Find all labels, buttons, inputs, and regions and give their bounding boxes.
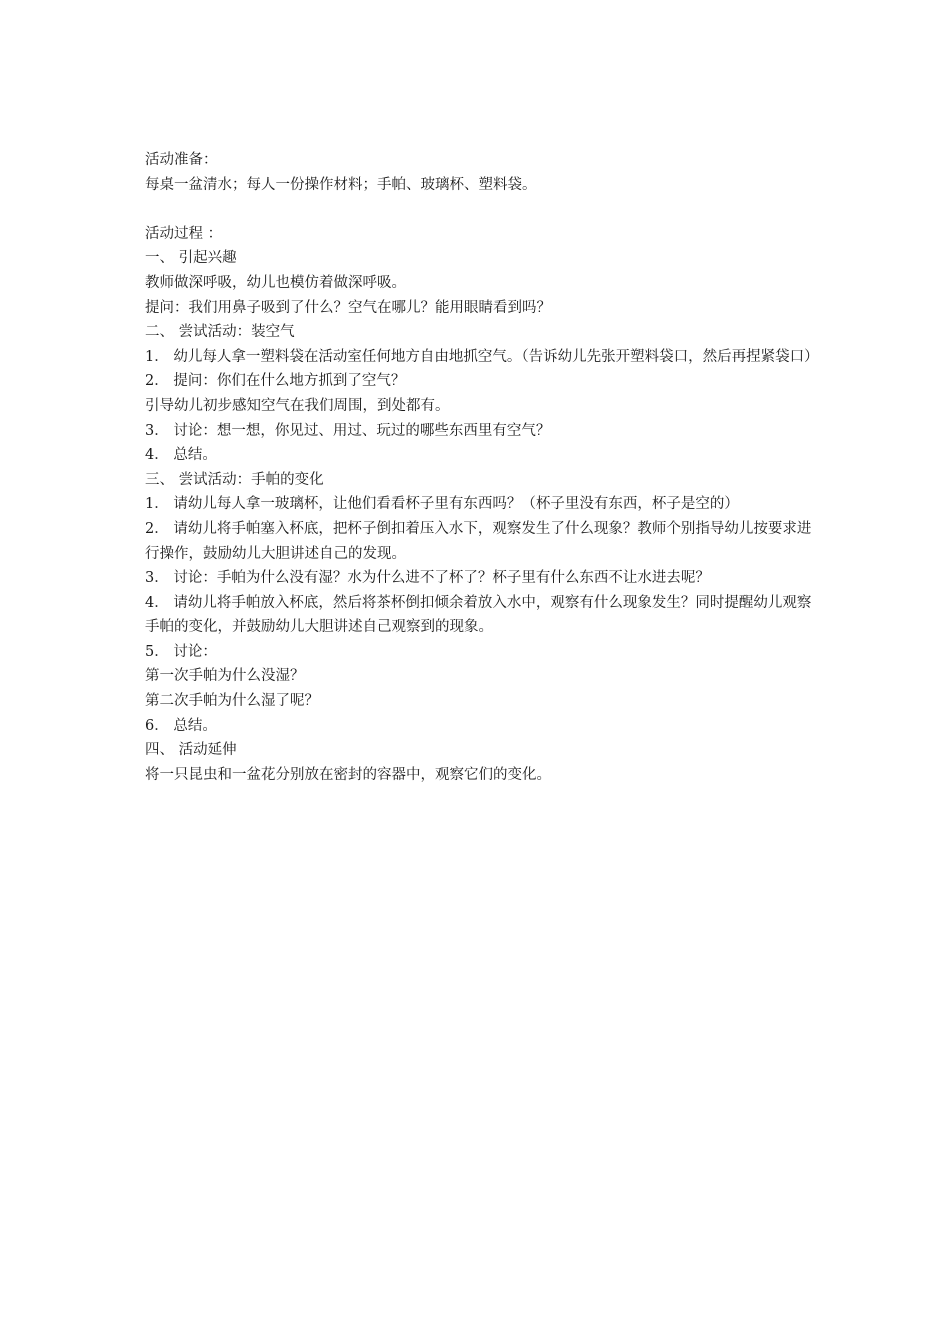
paragraph: 提问：我们用鼻子吸到了什么？空气在哪儿？能用眼睛看到吗？ bbox=[145, 299, 551, 316]
blank-line bbox=[145, 197, 815, 222]
section-1-title: 一、 引起兴趣 bbox=[145, 250, 237, 267]
section-2-title: 二、 尝试活动：装空气 bbox=[145, 324, 295, 341]
paragraph: 2． 提问：你们在什么地方抓到了空气？ bbox=[145, 373, 406, 390]
process-heading: 活动过程 ： bbox=[145, 225, 223, 242]
paragraph: 1． 请幼儿每人拿一玻璃杯，让他们看看杯子里有东西吗？（杯子里没有东西，杯子是空的） bbox=[145, 496, 739, 513]
paragraph: 第一次手帕为什么没湿？ bbox=[145, 668, 305, 685]
section-4-title: 四、 活动延伸 bbox=[145, 742, 237, 759]
paragraph: 6． 总结。 bbox=[145, 717, 217, 734]
paragraph: 第二次手帕为什么湿了呢？ bbox=[145, 693, 319, 710]
prep-heading: 活动准备： bbox=[145, 152, 218, 168]
paragraph: 将一只昆虫和一盆花分别放在密封的容器中，观察它们的变化。 bbox=[145, 766, 551, 783]
paragraph: 教师做深呼吸，幼儿也模仿着做深呼吸。 bbox=[145, 274, 406, 291]
paragraph: 3． 讨论：手帕为什么没有湿？水为什么进不了杯了？杯子里有什么东西不让水进去呢？ bbox=[145, 570, 710, 587]
section-3-title: 三、 尝试活动：手帕的变化 bbox=[145, 471, 324, 488]
paragraph: 引导幼儿初步感知空气在我们周围，到处都有。 bbox=[145, 397, 450, 414]
prep-materials: 每桌一盆清水；每人一份操作材料；手帕、玻璃杯、塑料袋。 bbox=[145, 176, 537, 193]
paragraph: 2． 请幼儿将手帕塞入杯底，把杯子倒扣着压入水下，观察发生了什么现象？教师个别指导幼儿按要求进行操作，鼓励幼儿大胆讲述自己的发现。 bbox=[145, 520, 812, 562]
paragraph: 3． 讨论：想一想，你见过、用过、玩过的哪些东西里有空气？ bbox=[145, 422, 551, 439]
paragraph: 1． 幼儿每人拿一塑料袋在活动室任何地方自由地抓空气。（告诉幼儿先张开塑料袋口，然后再捏紧袋口） bbox=[145, 348, 819, 365]
document-body bbox=[145, 148, 819, 787]
paragraph: 4． 请幼儿将手帕放入杯底，然后将茶杯倒扣倾余着放入水中，观察有什么现象发生？同时提醒幼儿观察手帕的变化，并鼓励幼儿大胆讲述自己观察到的现象。 bbox=[145, 594, 812, 636]
paragraph: 4． 总结。 bbox=[145, 447, 217, 464]
paragraph: 5． 讨论： bbox=[145, 643, 217, 660]
